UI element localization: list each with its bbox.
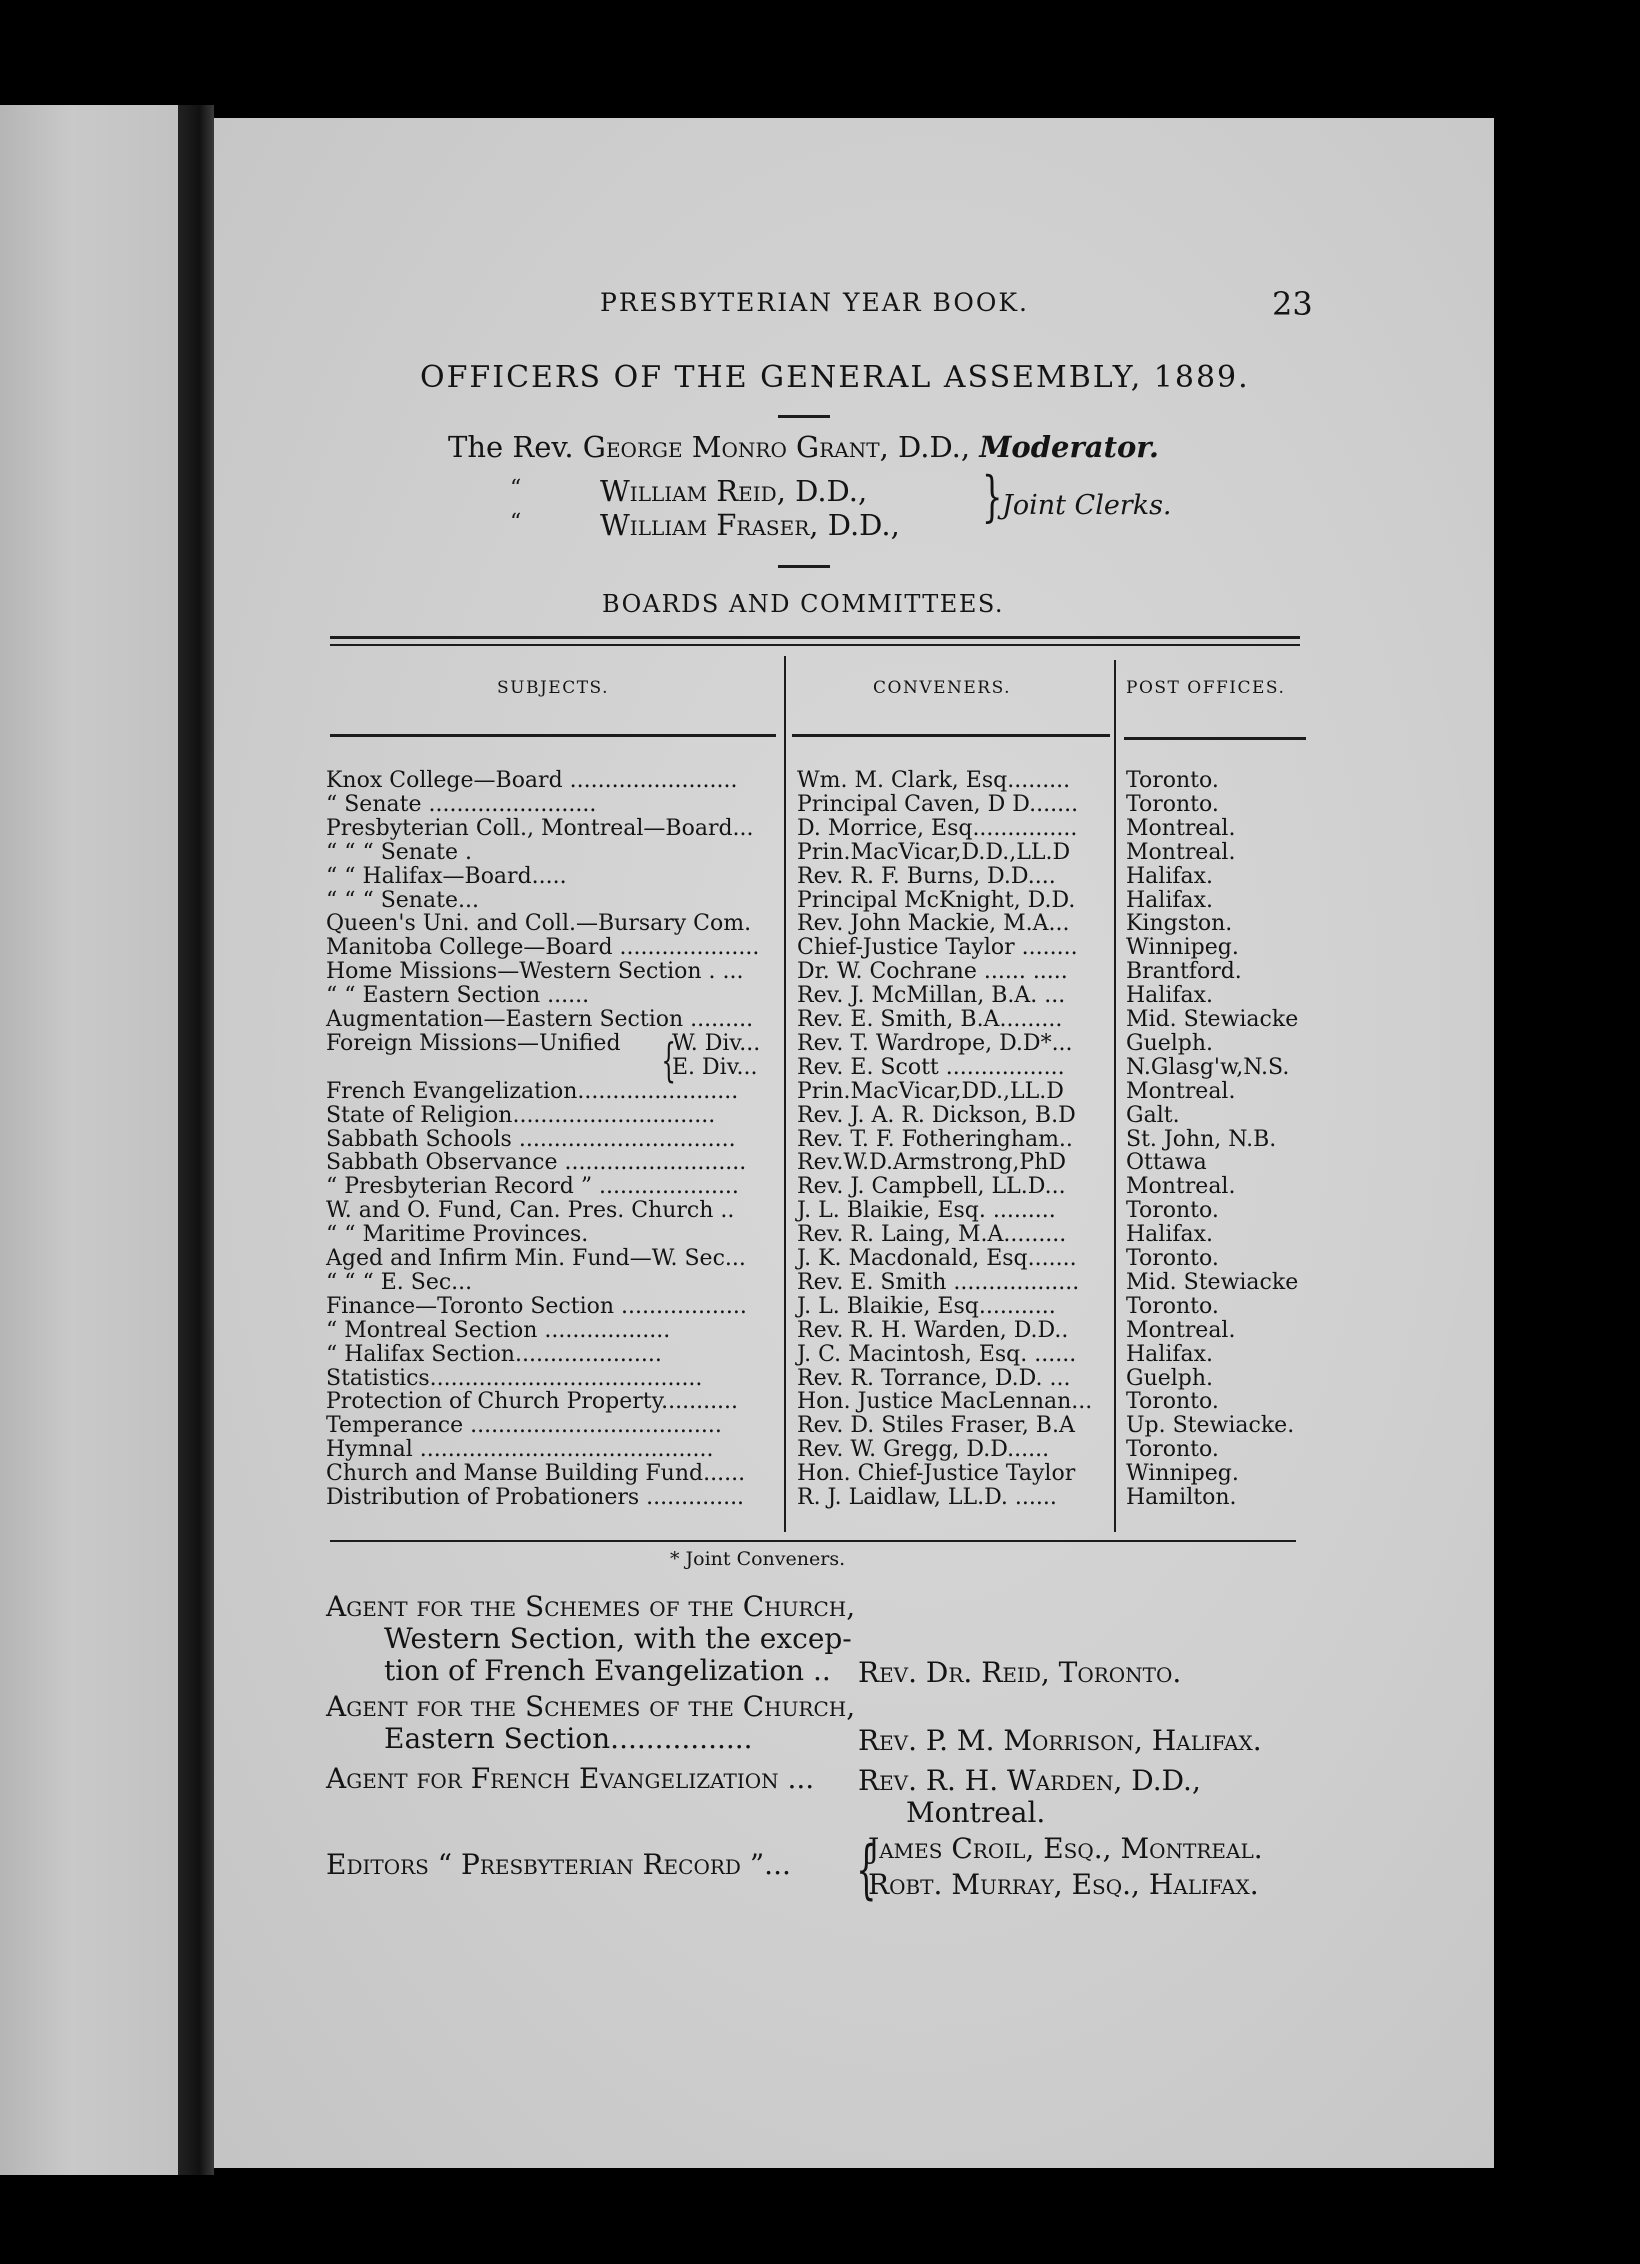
post-office-cell: Halifax.	[1126, 983, 1214, 1009]
table-row	[0, 936, 1640, 960]
subject-cell: Augmentation—Eastern Section .........	[326, 1007, 754, 1032]
ditto-mark-1: “	[510, 476, 522, 501]
table-row	[0, 1367, 1640, 1391]
post-office-cell: Up. Stewiacke.	[1126, 1413, 1295, 1439]
agent-2-line-1: Agent for the Schemes of the Church,	[326, 1690, 856, 1723]
boards-divider	[778, 565, 830, 568]
convener-cell: Rev. J. Campbell, LL.D...	[797, 1174, 1066, 1200]
post-office-cell: Halifax.	[1126, 887, 1214, 913]
post-office-cell: Hamilton.	[1126, 1485, 1237, 1510]
header-post-offices: POST OFFICES.	[1126, 678, 1286, 698]
convener-cell: Rev.W.D.Armstrong,PhD	[797, 1150, 1067, 1176]
table-bottom-rule	[330, 1540, 1296, 1542]
division-cell: E. Div...	[672, 1054, 758, 1080]
subject-cell: Finance—Toronto Section ..................	[326, 1293, 747, 1319]
table-row	[0, 793, 1640, 817]
convener-cell: Rev. J. McMillan, B.A. ...	[797, 983, 1066, 1009]
table-row	[0, 1104, 1640, 1128]
table-row	[0, 1056, 1640, 1080]
moderator-prefix: The Rev.	[448, 430, 574, 464]
moderator-degree: D.D.,	[898, 430, 971, 464]
subject-cell: “ “ “ E. Sec...	[326, 1269, 473, 1295]
post-office-cell: Montreal.	[1126, 839, 1236, 865]
convener-cell: Rev. J. A. R. Dickson, B.D	[797, 1102, 1076, 1128]
convener-cell: Principal McKnight, D.D.	[797, 887, 1076, 913]
subject-cell: Knox College—Board ........................	[326, 768, 738, 793]
convener-cell: J. L. Blaikie, Esq. .........	[797, 1198, 1056, 1224]
moderator-name: George Monro Grant	[582, 430, 880, 464]
table-row	[0, 960, 1640, 984]
agent-2-name: Rev. P. M. Morrison, Halifax.	[858, 1724, 1262, 1757]
convener-cell: Rev. E. Smith ..................	[797, 1269, 1080, 1295]
convener-cell: Hon. Chief-Justice Taylor	[797, 1461, 1076, 1487]
post-office-cell: N.Glasg'w,N.S.	[1126, 1054, 1290, 1080]
table-row	[0, 1390, 1640, 1414]
table-row	[0, 841, 1640, 865]
post-office-cell: Guelph.	[1126, 1030, 1214, 1056]
post-office-cell: Toronto.	[1126, 1389, 1219, 1415]
header-rule-conveners	[792, 734, 1110, 737]
clerk-2-degree: D.D.,	[827, 508, 900, 542]
convener-cell: Rev. T. F. Fotheringham..	[797, 1126, 1073, 1152]
post-office-cell: Montreal.	[1126, 1078, 1236, 1104]
subject-cell: Statistics.......................................	[326, 1365, 703, 1391]
convener-cell: D. Morrice, Esq...............	[797, 815, 1078, 841]
post-office-cell: Toronto.	[1126, 1246, 1219, 1271]
ditto-mark-2: “	[510, 510, 522, 535]
table-row	[0, 1247, 1640, 1271]
clerk-1: William Reid, D.D.,	[600, 474, 868, 508]
post-office-cell: Toronto.	[1126, 1437, 1219, 1463]
subject-cell: Temperance ....................................	[326, 1413, 722, 1439]
subject-cell: French Evangelization.......................	[326, 1078, 739, 1104]
post-office-cell: Montreal.	[1126, 815, 1236, 841]
convener-cell: J. C. Macintosh, Esq. ......	[797, 1341, 1077, 1367]
table-row	[0, 1223, 1640, 1247]
header-rule-posts	[1124, 737, 1306, 740]
table-row	[0, 912, 1640, 936]
clerk-2: William Fraser, D.D.,	[600, 508, 900, 542]
table-row	[0, 1319, 1640, 1343]
table-row	[0, 1295, 1640, 1319]
page-number: 23	[1272, 285, 1313, 323]
convener-cell: Prin.MacVicar,DD.,LL.D	[797, 1078, 1064, 1104]
post-office-cell: Halifax.	[1126, 1341, 1214, 1367]
table-row	[0, 1414, 1640, 1438]
convener-cell: J. K. Macdonald, Esq.......	[797, 1246, 1077, 1271]
convener-cell: Rev. John Mackie, M.A...	[797, 911, 1070, 937]
clerk-1-degree: D.D.,	[795, 474, 868, 508]
convener-cell: Hon. Justice MacLennan...	[797, 1389, 1093, 1415]
moderator-role: Moderator.	[979, 430, 1160, 464]
table-top-rule	[330, 636, 1300, 639]
subject-cell: Church and Manse Building Fund......	[326, 1461, 746, 1487]
table-row	[0, 1080, 1640, 1104]
table-row	[0, 1343, 1640, 1367]
post-office-cell: Winnipeg.	[1126, 935, 1239, 961]
subject-cell: “ Presbyterian Record ” ....................	[326, 1174, 739, 1200]
convener-cell: Rev. R. Laing, M.A.........	[797, 1222, 1067, 1248]
header-conveners: CONVENERS.	[873, 678, 1012, 698]
post-office-cell: Toronto.	[1126, 1198, 1219, 1224]
editor-1: James Croil, Esq., Montreal.	[868, 1832, 1263, 1865]
post-office-cell: Montreal.	[1126, 1317, 1236, 1343]
subject-cell: “ “ “ Senate...	[326, 887, 479, 913]
post-office-cell: Guelph.	[1126, 1365, 1214, 1391]
table-row	[0, 1462, 1640, 1486]
table-row	[0, 817, 1640, 841]
convener-cell: Rev. R. Torrance, D.D. ...	[797, 1365, 1071, 1391]
post-office-cell: Ottawa	[1126, 1150, 1207, 1176]
agent-1-line-2: Western Section, with the excep-	[384, 1622, 852, 1655]
subject-cell: State of Religion.............................	[326, 1102, 716, 1128]
post-office-cell: St. John, N.B.	[1126, 1126, 1277, 1152]
post-office-cell: Toronto.	[1126, 768, 1219, 793]
header-subjects: SUBJECTS.	[497, 678, 609, 698]
post-office-cell: Mid. Stewiacke	[1126, 1269, 1299, 1295]
post-office-cell: Galt.	[1126, 1102, 1180, 1128]
table-row	[0, 889, 1640, 913]
post-office-cell: Halifax.	[1126, 1222, 1214, 1248]
convener-cell: J. L. Blaikie, Esq...........	[797, 1293, 1056, 1319]
agent-3-place: Montreal.	[906, 1796, 1046, 1829]
editors-label: Editors “ Presbyterian Record ”...	[326, 1848, 791, 1881]
convener-cell: Principal Caven, D D.......	[797, 791, 1079, 817]
subject-cell: “ Senate ........................	[326, 791, 597, 817]
agent-1-line-1: Agent for the Schemes of the Church,	[326, 1590, 856, 1623]
foreign-missions-brace: {	[661, 1033, 676, 1087]
table-row	[0, 1008, 1640, 1032]
footnote: * Joint Conveners.	[670, 1548, 846, 1570]
convener-cell: Rev. D. Stiles Fraser, B.A	[797, 1413, 1075, 1439]
table-row	[0, 1199, 1640, 1223]
subject-cell: “ “ Maritime Provinces.	[326, 1222, 589, 1248]
agent-2-line-2: Eastern Section................	[384, 1722, 753, 1755]
convener-cell: Rev. R. F. Burns, D.D....	[797, 863, 1056, 889]
subject-cell: Foreign Missions—Unified	[326, 1030, 621, 1056]
subject-cell: Home Missions—Western Section . ...	[326, 959, 744, 985]
subject-cell: W. and O. Fund, Can. Pres. Church ..	[326, 1198, 735, 1224]
table-row	[0, 1032, 1640, 1056]
post-office-cell: Brantford.	[1126, 959, 1242, 985]
editor-2: Robt. Murray, Esq., Halifax.	[868, 1868, 1259, 1901]
convener-cell: Rev. R. H. Warden, D.D..	[797, 1317, 1069, 1343]
table-top-rule-2	[330, 644, 1300, 646]
agent-1-line-3: tion of French Evangelization ..	[384, 1654, 831, 1687]
clerks-brace: }	[981, 465, 1003, 528]
subject-cell: “ “ Halifax—Board.....	[326, 863, 567, 889]
table-row	[0, 1271, 1640, 1295]
post-office-cell: Kingston.	[1126, 911, 1233, 937]
subject-cell: Queen's Uni. and Coll.—Bursary Com.	[326, 911, 752, 937]
subject-cell: Aged and Infirm Min. Fund—W. Sec...	[326, 1246, 746, 1271]
table-row	[0, 865, 1640, 889]
division-cell: W. Div...	[672, 1030, 761, 1056]
subject-cell: “ Montreal Section ..................	[326, 1317, 671, 1343]
post-office-cell: Montreal.	[1126, 1174, 1236, 1200]
title-divider	[778, 415, 830, 418]
agent-3-name: Rev. R. H. Warden, D.D.,	[858, 1764, 1201, 1797]
table-row	[0, 1128, 1640, 1152]
page-title: OFFICERS OF THE GENERAL ASSEMBLY, 1889.	[420, 360, 1250, 395]
subject-cell: “ “ “ Senate .	[326, 839, 472, 865]
subject-cell: Hymnal ..........................................	[326, 1437, 714, 1463]
editors-brace: {	[856, 1833, 877, 1907]
subject-cell: “ “ Eastern Section ......	[326, 983, 590, 1009]
subject-cell: Sabbath Observance ..........................	[326, 1150, 747, 1176]
table-row	[0, 769, 1640, 793]
convener-cell: R. J. Laidlaw, LL.D. ......	[797, 1485, 1057, 1510]
joint-clerks-label: Joint Clerks.	[1002, 490, 1172, 521]
subject-cell: Distribution of Probationers ..............	[326, 1485, 745, 1510]
post-office-cell: Toronto.	[1126, 791, 1219, 817]
clerk-1-name: William Reid	[600, 474, 777, 508]
post-office-cell: Toronto.	[1126, 1293, 1219, 1319]
convener-cell: Rev. E. Smith, B.A.........	[797, 1007, 1063, 1032]
convener-cell: Dr. W. Cochrane ...... .....	[797, 959, 1068, 985]
table-row	[0, 1438, 1640, 1462]
post-office-cell: Mid. Stewiacke	[1126, 1007, 1299, 1032]
post-office-cell: Halifax.	[1126, 863, 1214, 889]
convener-cell: Rev. T. Wardrope, D.D*...	[797, 1030, 1073, 1056]
post-office-cell: Winnipeg.	[1126, 1461, 1239, 1487]
agent-3-line-1: Agent for French Evangelization ...	[326, 1762, 815, 1795]
boards-heading: BOARDS AND COMMITTEES.	[602, 590, 1005, 618]
subject-cell: Manitoba College—Board ....................	[326, 935, 760, 961]
moderator-line: The Rev. George Monro Grant, D.D., Moderator.	[448, 430, 1160, 464]
table-row	[0, 1151, 1640, 1175]
subject-cell: “ Halifax Section.....................	[326, 1341, 662, 1367]
subject-cell: Sabbath Schools ...............................	[326, 1126, 736, 1152]
table-row	[0, 1486, 1640, 1510]
convener-cell: Wm. M. Clark, Esq.........	[797, 768, 1071, 793]
convener-cell: Rev. W. Gregg, D.D......	[797, 1437, 1050, 1463]
clerk-2-name: William Fraser	[600, 508, 810, 542]
convener-cell: Prin.MacVicar,D.D.,LL.D	[797, 839, 1071, 865]
table-row	[0, 984, 1640, 1008]
subject-cell: Presbyterian Coll., Montreal—Board...	[326, 815, 754, 841]
header-rule-subjects	[330, 734, 776, 737]
running-head: PRESBYTERIAN YEAR BOOK.	[600, 288, 1029, 317]
subject-cell: Protection of Church Property...........	[326, 1389, 739, 1415]
convener-cell: Chief-Justice Taylor ........	[797, 935, 1078, 961]
convener-cell: Rev. E. Scott .................	[797, 1054, 1065, 1080]
agent-1-name: Rev. Dr. Reid, Toronto.	[858, 1656, 1182, 1689]
table-row	[0, 1175, 1640, 1199]
